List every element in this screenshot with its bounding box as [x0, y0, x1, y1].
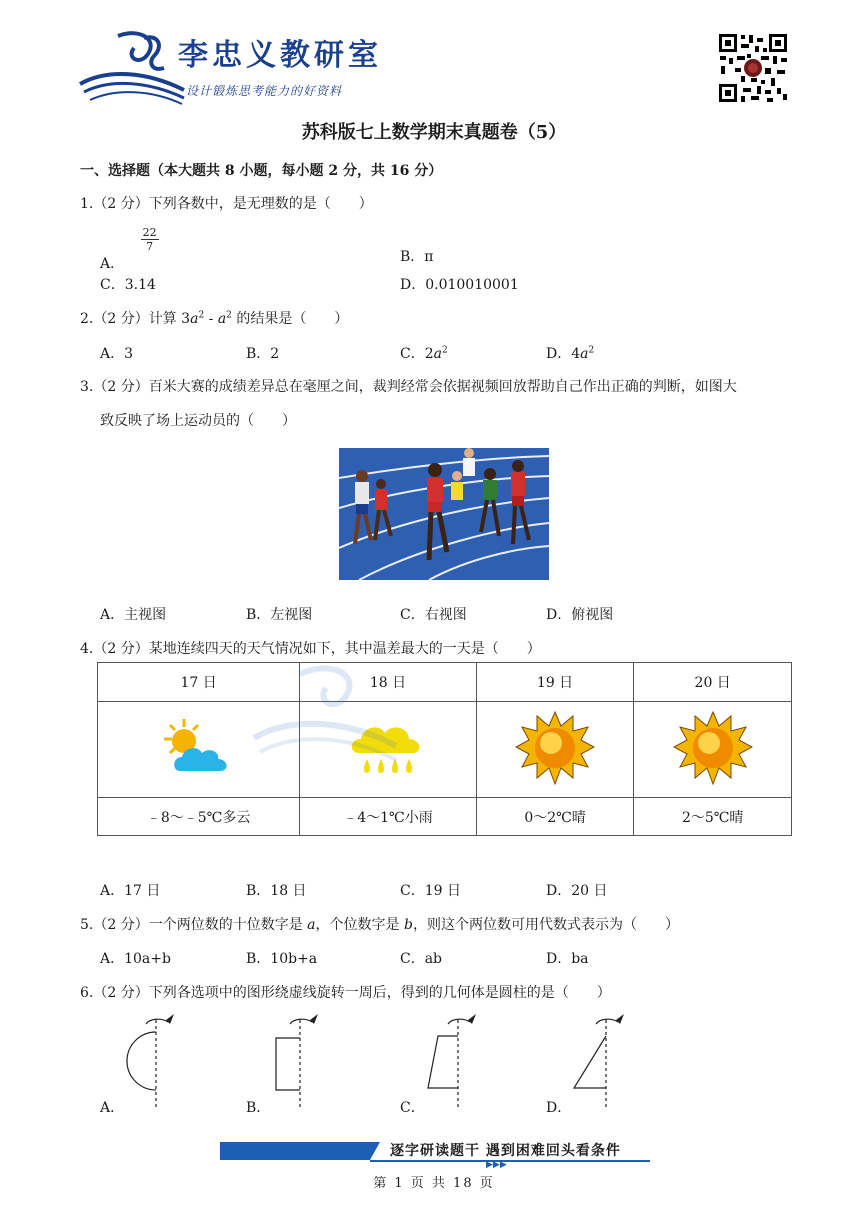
q1-option-d: D．0.010010001 [400, 277, 519, 293]
q2-stem-pre: 2.（2 分）计算 3 [80, 311, 191, 327]
q2-d-pre: D．4 [546, 346, 581, 362]
q2-d-exp: 2 [588, 345, 595, 356]
q2-exp: 2 [198, 310, 205, 321]
q2-option-a: A．3 [100, 346, 134, 362]
q6-option-a: A． [100, 1100, 125, 1116]
question-1-stem: 1.（2 分）下列各数中，是无理数的是（ ） [80, 196, 373, 212]
q3-option-d: D．俯视图 [546, 607, 614, 623]
table-cell-weather: ﹣4～1℃小雨 [300, 798, 477, 836]
page-title: 苏科版七上数学期末真题卷（5） [301, 122, 567, 143]
fraction-numerator: 22 [142, 226, 157, 239]
q5-stem-mid: ，个位数字是 [315, 917, 404, 933]
footer-arrows-icon: ▶▶▶ [486, 1160, 507, 1170]
table-cell-weather: ﹣8～﹣5℃多云 [98, 798, 300, 836]
q2-stem-mid: - [204, 311, 218, 327]
q2-stem-post: 的结果是（ ） [231, 311, 349, 327]
q5-stem-pre: 5.（2 分）一个两位数的十位数字是 [80, 917, 308, 933]
q6-figure-b [262, 1010, 332, 1112]
table-cell-day: 20 日 [634, 663, 792, 702]
section-heading: 一、选择题（本大题共 8 小题，每小题 2 分，共 16 分） [80, 163, 443, 179]
question-5-stem [80, 914, 679, 934]
sprinters-image [339, 448, 549, 580]
page-number: 第 1 页 共 18 页 [373, 1176, 495, 1191]
table-cell-day: 19 日 [476, 663, 634, 702]
q5-option-a: A．10a+b [100, 951, 171, 967]
question-4-stem: 4.（2 分）某地连续四天的天气情况如下，其中温差最大的一天是（ ） [80, 641, 541, 657]
q4-option-d: D．20 日 [546, 883, 608, 899]
sun-icon [673, 710, 753, 786]
table-cell-weather: 0～2℃晴 [476, 798, 634, 836]
q6-figure-d [566, 1010, 636, 1112]
footer-slogan: 逐字研读题干 遇到困难回头看条件 [390, 1143, 621, 1159]
weather-table-header-row [98, 663, 792, 702]
sun-icon [515, 710, 595, 786]
table-cell-day: 17 日 [98, 663, 300, 702]
q1-option-c: C．3.14 [100, 277, 156, 293]
footer-band [220, 1140, 650, 1166]
question-3-stem-line2: 致反映了场上运动员的（ ） [100, 413, 296, 429]
table-cell-day: 18 日 [300, 663, 477, 702]
table-cell-icon [476, 702, 634, 798]
q3-option-b: B．左视图 [246, 607, 313, 623]
partly-cloudy-icon [154, 713, 244, 783]
q5-option-c: C．ab [400, 951, 443, 967]
q4-option-b: B．18 日 [246, 883, 307, 899]
q2-exp: 2 [226, 310, 232, 321]
q2-c-var: a [433, 346, 442, 362]
fraction [141, 226, 159, 253]
q2-var: a [217, 311, 227, 327]
logo-subtitle: 设计锻炼思考能力的好资料 [186, 84, 343, 98]
logo-swoosh-icon [78, 28, 188, 106]
q4-option-c: C．19 日 [400, 883, 461, 899]
q2-d-var: a [580, 346, 589, 362]
q2-var: a [190, 311, 199, 327]
q1-option-b: B．π [400, 249, 434, 265]
q1-option-a-label: A． [100, 256, 125, 272]
q1-option-a [100, 226, 159, 273]
q2-option-d [546, 343, 594, 363]
q6-option-d: D． [546, 1100, 572, 1116]
logo-title: 李忠义教研室 [178, 38, 382, 73]
q6-figure-a [118, 1010, 188, 1112]
q6-figure-c [418, 1010, 488, 1112]
q6-option-c: C． [400, 1100, 425, 1116]
q5-stem-post: ，则这个两位数可用代数式表示为（ ） [412, 917, 679, 933]
q2-c-pre: C．2 [400, 346, 434, 362]
q5-var-b: b [403, 917, 413, 933]
table-cell-icon [634, 702, 792, 798]
q6-option-b: B． [246, 1100, 271, 1116]
sprinters-photo [339, 448, 549, 580]
fraction-denominator: 7 [146, 240, 154, 253]
weather-table-desc-row [98, 798, 792, 836]
q3-option-c: C．右视图 [400, 607, 467, 623]
q5-option-b: B．10b+a [246, 951, 318, 967]
question-3-stem-line1: 3.（2 分）百米大赛的成绩差异总在毫厘之间，裁判经常会依据视频回放帮助自己作出正确的判断，如图大 [80, 379, 737, 395]
qr-code-icon [717, 32, 789, 104]
qr-code [717, 32, 789, 104]
logo [78, 28, 398, 106]
question-2-stem [80, 308, 348, 328]
q4-option-a: A．17 日 [100, 883, 161, 899]
weather-table-icon-row [98, 702, 792, 798]
weather-table [97, 662, 792, 836]
q5-option-d: D．ba [546, 951, 589, 967]
question-6-stem: 6.（2 分）下列各选项中的图形绕虚线旋转一周后，得到的几何体是圆柱的是（ ） [80, 985, 611, 1001]
table-cell-weather: 2～5℃晴 [634, 798, 792, 836]
watermark-logo-icon [250, 660, 400, 770]
q2-option-c [400, 343, 448, 363]
q3-option-a: A．主视图 [100, 607, 167, 623]
q2-option-b: B．2 [246, 346, 280, 362]
q2-c-exp: 2 [441, 345, 448, 356]
q5-var-a: a [307, 917, 316, 933]
